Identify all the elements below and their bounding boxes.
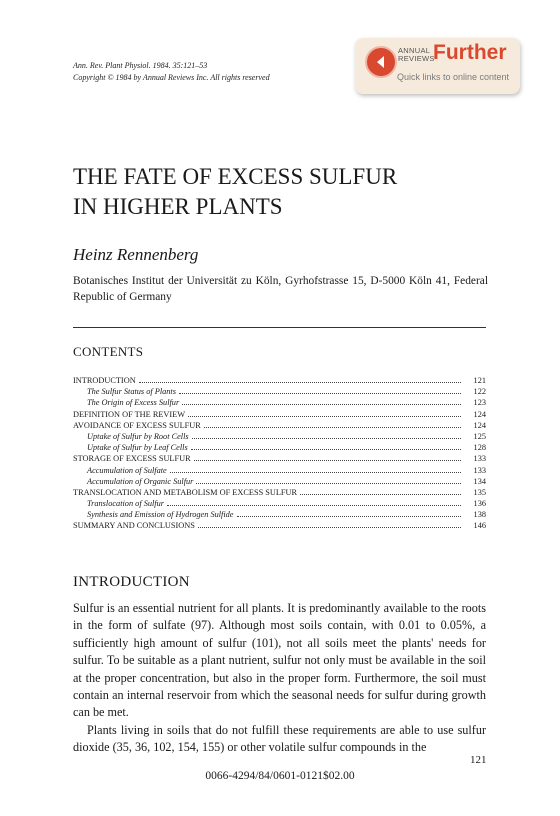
toc-leader-dots [194,453,461,461]
toc-leader-dots [192,431,461,439]
toc-entry-label: TRANSLOCATION AND METABOLISM OF EXCESS SULFUR [73,487,298,497]
toc-leader-dots [179,386,461,394]
further-logo-text: Further [433,41,507,64]
annual-reviews-further-widget[interactable] [355,38,520,94]
toc-leader-dots [188,409,461,417]
toc-entry-page: 134 [473,476,486,486]
toc-entry-page: 122 [473,387,486,397]
toc-entry-page: 138 [473,510,486,520]
toc-leader-dots [196,476,461,484]
toc-entry-label: Accumulation of Organic Sulfur [87,476,194,486]
toc-entry[interactable] [73,397,486,408]
toc-leader-dots [237,509,462,517]
toc-entry[interactable] [73,465,486,476]
toc-entry[interactable] [73,409,486,420]
author-affiliation: Botanisches Institut der Universität zu Köln, Gyrhofstrasse 15, D-5000 Köln 41, Federal Republic of Germany [73,275,488,303]
toc-entry-page: 136 [473,499,486,509]
toc-entry[interactable] [73,420,486,431]
toc-entry-label: STORAGE OF EXCESS SULFUR [73,454,191,464]
toc-leader-dots [170,465,461,473]
toc-entry-page: 133 [473,465,486,475]
toc-entry-label: AVOIDANCE OF EXCESS SULFUR [73,420,201,430]
toc-entry-page: 123 [473,398,486,408]
toc-entry-label: Uptake of Sulfur by Root Cells [87,431,189,441]
paragraph: Plants living in soils that do not fulfill these requirements are able to use sulfur dioxide (35, 36, 102, 154, 155) or other volatile sulfur compounds in the [73,722,486,755]
toc-leader-dots [167,498,461,506]
article-title: THE FATE OF EXCESS SULFUR IN HIGHER PLANTS [73,164,398,219]
back-arrow-icon [365,46,397,78]
toc-entry-label: The Sulfur Status of Plants [87,387,176,397]
page-number: 121 [470,754,487,766]
toc-entry-page: 124 [473,420,486,430]
toc-leader-dots [300,487,461,495]
toc-entry-label: DEFINITION OF THE REVIEW [73,409,186,419]
toc-entry-label: The Origin of Excess Sulfur [87,398,180,408]
toc-leader-dots [204,420,461,428]
toc-leader-dots [182,397,461,405]
table-of-contents [73,375,486,532]
toc-entry[interactable] [73,498,486,509]
annual-reviews-logo-text: ANNUAL REVIEWS [398,46,435,63]
toc-entry[interactable] [73,386,486,397]
author-name: Heinz Rennenberg [73,245,199,264]
toc-entry-page: 121 [473,376,486,385]
toc-entry[interactable] [73,520,486,531]
toc-entry[interactable] [73,509,486,520]
toc-leader-dots [139,375,461,383]
toc-entry-page: 133 [473,454,486,464]
toc-entry-label: Uptake of Sulfur by Leaf Cells [87,443,188,453]
toc-entry-page: 128 [473,443,486,453]
copyright-notice: Copyright © 1984 by Annual Reviews Inc. All rights reserved [73,72,270,82]
toc-entry[interactable] [73,487,486,498]
toc-entry-page: 125 [473,431,486,441]
article-code: 0066-4294/84/0601-0121$02.00 [205,770,355,782]
toc-entry-label: Accumulation of Sulfate [87,465,167,475]
journal-citation-header [73,60,270,83]
journal-citation: Ann. Rev. Plant Physiol. 1984. 35:121–53 [73,61,208,70]
toc-entry-page: 135 [473,487,486,497]
toc-entry-page: 124 [473,409,486,419]
toc-leader-dots [198,520,461,528]
toc-entry-label: Translocation of Sulfur [87,499,164,509]
toc-entry-page: 146 [473,521,486,531]
contents-heading: CONTENTS [73,344,144,359]
section-divider [73,327,486,328]
toc-entry-label: Synthesis and Emission of Hydrogen Sulfide [87,510,234,520]
introduction-heading: INTRODUCTION [73,574,190,590]
toc-entry[interactable] [73,442,486,453]
toc-entry[interactable] [73,431,486,442]
toc-entry[interactable] [73,453,486,464]
toc-entry-label: SUMMARY AND CONCLUSIONS [73,521,195,531]
toc-leader-dots [191,442,461,450]
toc-entry-label: INTRODUCTION [73,376,136,385]
toc-entry[interactable] [73,375,486,386]
body-text [73,600,486,757]
toc-entry[interactable] [73,476,486,487]
quick-links-link[interactable]: Quick links to online content [397,72,510,82]
paragraph: Sulfur is an essential nutrient for all plants. It is predominantly available to the roots in the form of sulfate (97). Although most soils contain, with 0.01 to 0.05%, a sufficiently high amount of sulfur (101), not all soils meet the plants' needs for sulfur. To be suitable as a plant nutrient, sulfur not only must be available in the soil at the proper concentration, but also in the proper form. Furthermore, the soil must contain an internal reservoir from which the seasonal needs for sulfur during growth can be met. [73,601,486,720]
